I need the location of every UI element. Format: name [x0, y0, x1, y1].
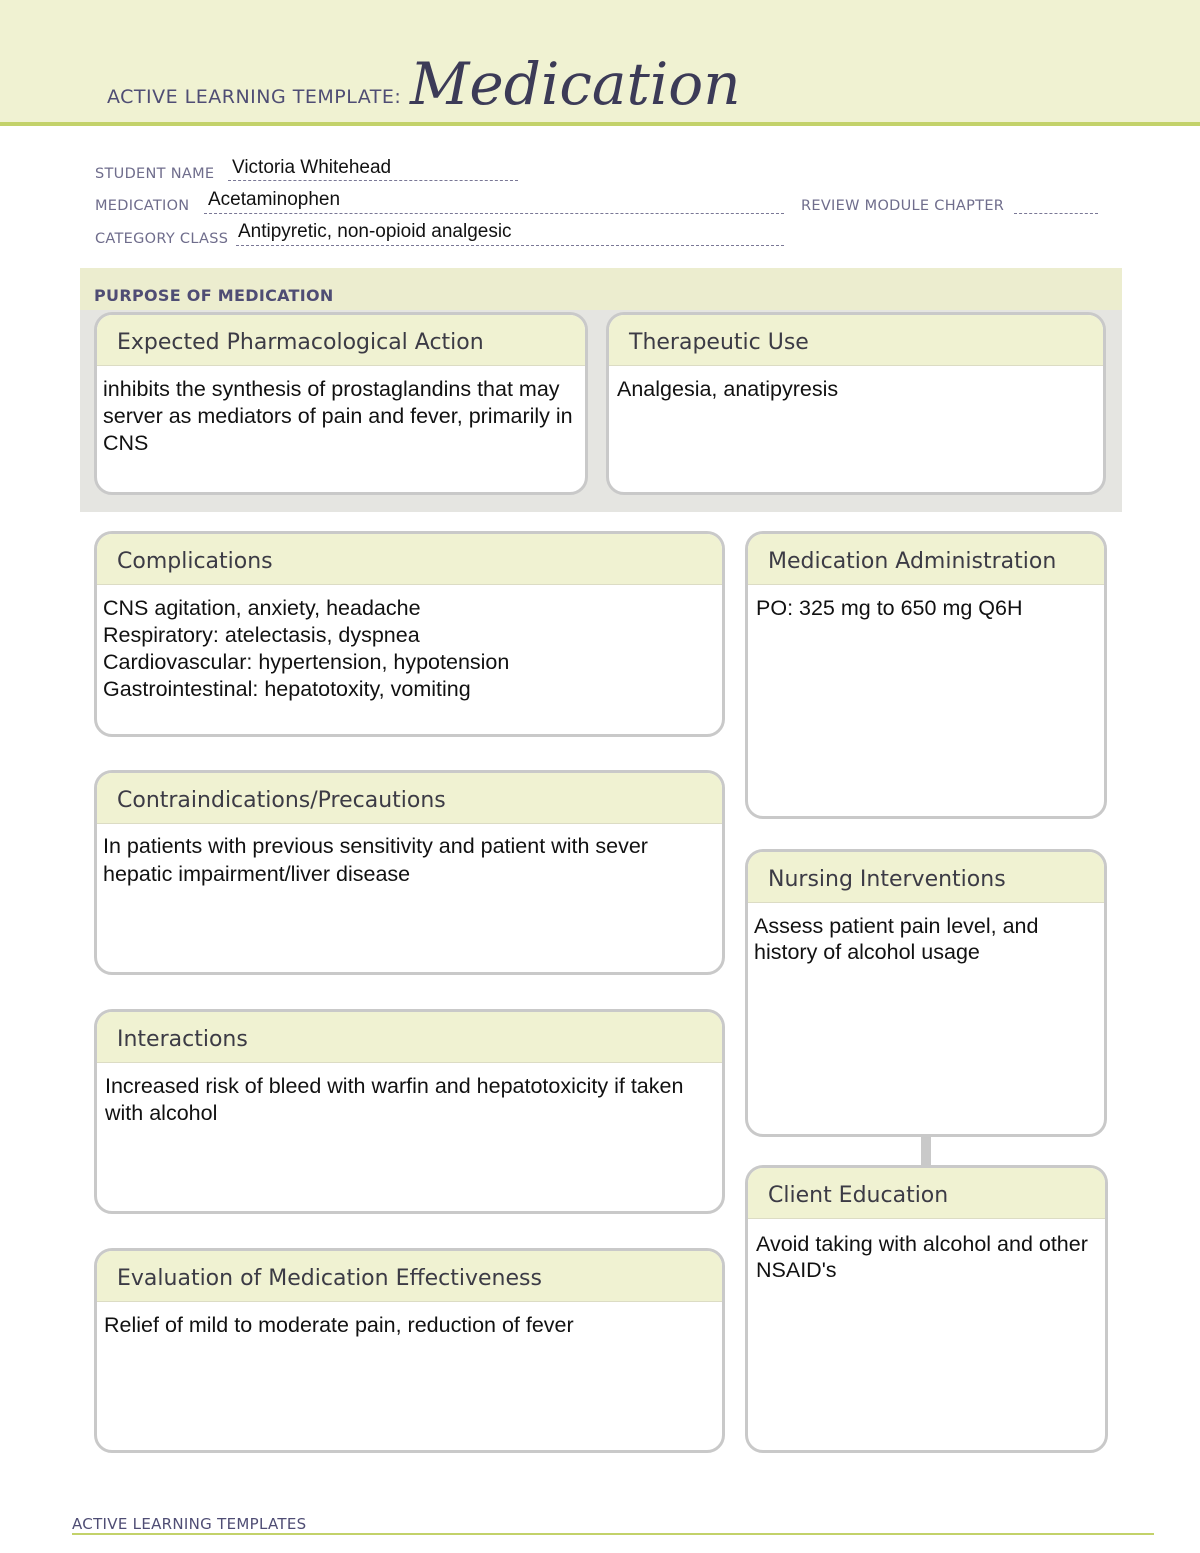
category-class-field[interactable]: Antipyretic, non-opioid analgesic	[238, 221, 512, 242]
evaluation-heading: Evaluation of Medication Effectiveness	[97, 1251, 722, 1302]
category-class-line	[236, 245, 784, 246]
nursing-interventions-heading: Nursing Interventions	[748, 852, 1104, 903]
administration-box	[745, 531, 1107, 819]
client-education-heading: Client Education	[748, 1168, 1105, 1219]
expected-action-box	[94, 312, 588, 495]
expected-action-heading: Expected Pharmacological Action	[97, 315, 585, 366]
header-divider	[0, 122, 1200, 126]
medication-field[interactable]: Acetaminophen	[208, 189, 341, 210]
administration-text[interactable]: PO: 325 mg to 650 mg Q6H	[756, 596, 1023, 620]
interactions-text[interactable]: Increased risk of bleed with warfin and hepatotoxicity if taken with alcohol	[105, 1074, 684, 1125]
interactions-heading: Interactions	[97, 1012, 722, 1063]
footer-divider	[72, 1533, 1154, 1535]
box-connector	[921, 1134, 931, 1166]
client-education-box	[745, 1165, 1108, 1453]
therapeutic-use-box	[606, 312, 1106, 495]
nursing-interventions-box	[745, 849, 1107, 1137]
medication-label: MEDICATION	[95, 198, 190, 214]
contraindications-heading: Contraindications/Precautions	[97, 773, 722, 824]
contraindications-text[interactable]: In patients with previous sensitivity and patient with sever hepatic impairment/liver disease	[103, 834, 648, 886]
student-name-field[interactable]: Victoria Whitehead	[232, 157, 392, 178]
interactions-box	[94, 1009, 725, 1214]
complications-line: CNS agitation, anxiety, headache	[103, 596, 421, 620]
evaluation-text[interactable]: Relief of mild to moderate pain, reduction of fever	[104, 1313, 574, 1337]
footer-label: ACTIVE LEARNING TEMPLATES	[72, 1515, 307, 1533]
therapeutic-use-heading: Therapeutic Use	[609, 315, 1103, 366]
student-name-label: STUDENT NAME	[95, 166, 215, 182]
review-module-label: REVIEW MODULE CHAPTER	[801, 198, 1005, 214]
medication-line	[204, 213, 784, 214]
complications-line: Cardiovascular: hypertension, hypotension	[103, 650, 510, 674]
administration-heading: Medication Administration	[748, 534, 1104, 585]
complications-box	[94, 531, 725, 737]
page-title: Medication	[410, 50, 741, 118]
complications-line: Respiratory: atelectasis, dyspnea	[103, 623, 420, 647]
template-label: ACTIVE LEARNING TEMPLATE:	[107, 86, 402, 108]
evaluation-box	[94, 1248, 725, 1453]
purpose-title: PURPOSE OF MEDICATION	[94, 286, 334, 305]
client-education-text[interactable]: Avoid taking with alcohol and other NSAID's	[756, 1232, 1088, 1282]
review-module-field[interactable]	[1014, 213, 1098, 214]
contraindications-box	[94, 770, 725, 975]
complications-text[interactable]	[97, 585, 722, 703]
nursing-interventions-text[interactable]: Assess patient pain level, and history of alcohol usage	[754, 914, 1039, 964]
student-name-line	[228, 180, 518, 181]
category-class-label: CATEGORY CLASS	[95, 231, 229, 247]
complications-heading: Complications	[97, 534, 722, 585]
therapeutic-use-text[interactable]: Analgesia, anatipyresis	[617, 377, 839, 401]
complications-line: Gastrointestinal: hepatotoxity, vomiting	[103, 677, 471, 701]
expected-action-text[interactable]: inhibits the synthesis of prostaglandins that may server as mediators of pain and fever, primarily in CNS	[103, 377, 573, 455]
